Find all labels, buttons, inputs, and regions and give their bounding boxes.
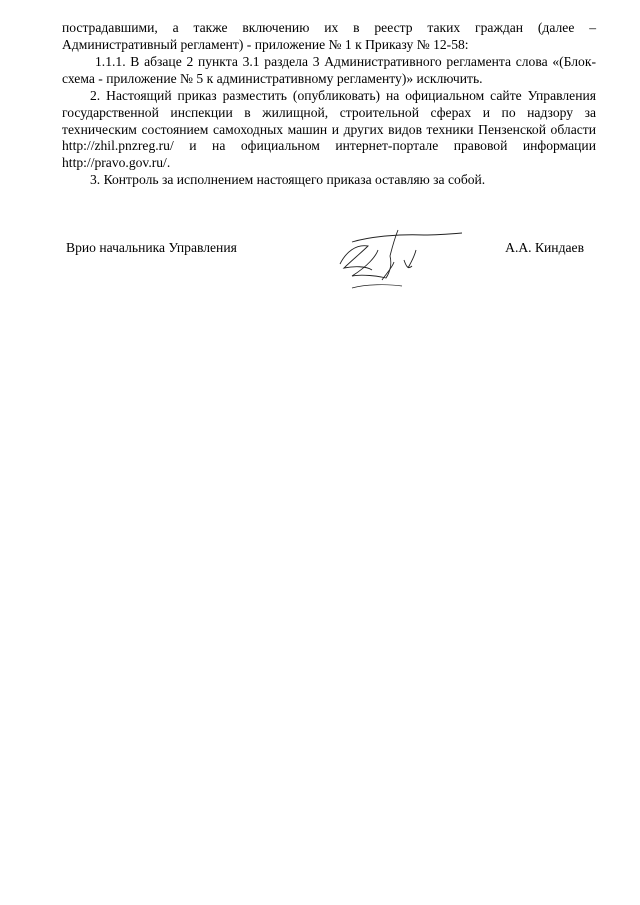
paragraph-continuation: пострадавшими, а также включению их в реестр таких граждан (далее – Административный регламент) - приложение № 1 к Приказу № 12-58: [62,20,596,52]
signatory-name: А.А. Киндаев [505,240,584,255]
paragraph-item-2: 2. Настоящий приказ разместить (опубликовать) на официальном сайте Управления государственной инспекции в жилищной, строительной сферах и по надзору за техническим состоянием самоходных машин и других видов техники Пензенской области http://zhil.pnzreg.ru/ и на официальном интернет-портале правовой информации http://pravo.gov.ru/. [62,88,596,170]
handwritten-signature [332,222,482,292]
signatory-position: Врио начальника Управления [66,240,237,255]
signature-block [62,222,596,302]
paragraph-item-3: 3. Контроль за исполнением настоящего приказа оставляю за собой. [90,172,486,188]
document-body [62,20,596,189]
paragraph-item-1-1-1: 1.1.1. В абзаце 2 пункта 3.1 раздела 3 Административного регламента слова «(Блок-схема - приложение № 5 к административному регламенту)» исключить. [62,54,596,86]
